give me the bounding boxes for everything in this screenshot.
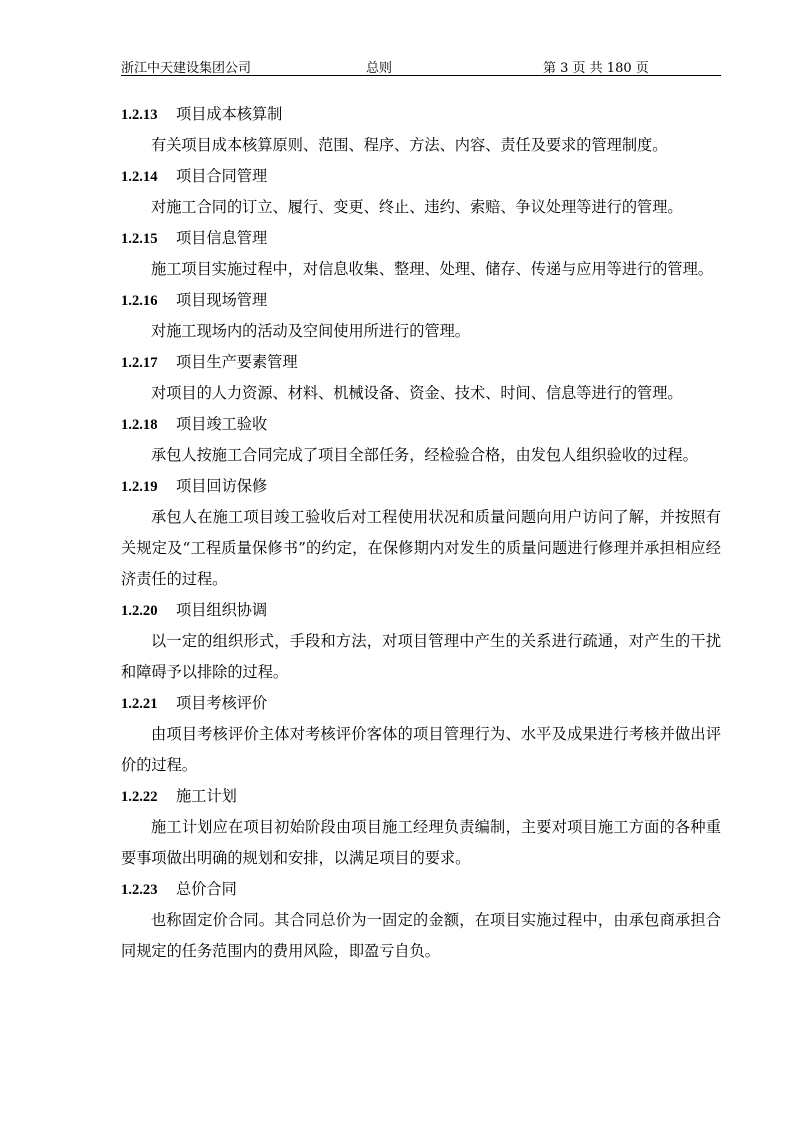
section-heading [121, 471, 721, 502]
section-title: 项目生产要素管理 [176, 353, 298, 371]
section-paragraph: 施工计划应在项目初始阶段由项目施工经理负责编制，主要对项目施工方面的各种重要事项做出明确的规划和安排，以满足项目的要求。 [121, 818, 721, 867]
header-chapter-title: 总则 [366, 61, 393, 76]
section-paragraph: 对施工合同的订立、履行、变更、终止、违约、索赔、争议处理等进行的管理。 [151, 198, 683, 216]
section-heading [121, 874, 721, 905]
section-heading [121, 409, 721, 440]
section-title: 项目成本核算制 [176, 105, 283, 123]
section-heading [121, 99, 721, 130]
section-1-2-19 [121, 471, 721, 595]
section-number: 1.2.15 [121, 231, 158, 247]
section-heading [121, 781, 721, 812]
section-title: 施工计划 [176, 787, 237, 805]
section-number: 1.2.20 [121, 603, 158, 619]
section-1-2-15 [121, 223, 721, 285]
section-number: 1.2.13 [121, 107, 158, 123]
section-paragraph: 以一定的组织形式，手段和方法，对项目管理中产生的关系进行疏通，对产生的干扰和障碍予以排除的过程。 [121, 632, 721, 681]
section-1-2-16 [121, 285, 721, 347]
section-title: 项目现场管理 [176, 291, 268, 309]
section-paragraph: 有关项目成本核算原则、范围、程序、方法、内容、责任及要求的管理制度。 [151, 136, 668, 154]
page-header [121, 57, 721, 76]
section-title: 项目合同管理 [176, 167, 268, 185]
section-number: 1.2.14 [121, 169, 158, 185]
section-1-2-20 [121, 595, 721, 688]
section-1-2-13 [121, 99, 721, 161]
section-1-2-17 [121, 347, 721, 409]
header-company-name: 浙江中天建设集团公司 [121, 61, 252, 76]
section-1-2-18 [121, 409, 721, 471]
section-paragraph: 由项目考核评价主体对考核评价客体的项目管理行为、水平及成果进行考核并做出评价的过程。 [121, 725, 721, 774]
section-1-2-22 [121, 781, 721, 874]
section-title: 总价合同 [176, 880, 237, 898]
section-title: 项目信息管理 [176, 229, 268, 247]
section-heading [121, 161, 721, 192]
section-paragraph: 也称固定价合同。其合同总价为一固定的金额，在项目实施过程中，由承包商承担合同规定的任务范围内的费用风险，即盈亏自负。 [121, 911, 721, 960]
section-1-2-23 [121, 874, 721, 967]
section-paragraph: 承包人在施工项目竣工验收后对工程使用状况和质量问题向用户访问了解，并按照有关规定及“工程质量保修书”的约定，在保修期内对发生的质量问题进行修理并承担相应经济责任的过程。 [121, 508, 721, 588]
section-title: 项目组织协调 [176, 601, 268, 619]
section-paragraph: 对项目的人力资源、材料、机械设备、资金、技术、时间、信息等进行的管理。 [151, 384, 683, 402]
section-title: 项目考核评价 [176, 694, 268, 712]
section-1-2-21 [121, 688, 721, 781]
section-heading [121, 347, 721, 378]
section-title: 项目回访保修 [176, 477, 268, 495]
header-page-info: 第 3 页 共 180 页 [543, 61, 649, 76]
section-number: 1.2.18 [121, 417, 158, 433]
section-title: 项目竣工验收 [176, 415, 268, 433]
section-number: 1.2.19 [121, 479, 158, 495]
section-heading [121, 285, 721, 316]
section-number: 1.2.21 [121, 696, 158, 712]
section-heading [121, 688, 721, 719]
section-heading [121, 595, 721, 626]
document-body [121, 99, 721, 967]
section-paragraph: 对施工现场内的活动及空间使用所进行的管理。 [151, 322, 470, 340]
section-number: 1.2.22 [121, 789, 158, 805]
section-number: 1.2.16 [121, 293, 158, 309]
section-heading [121, 223, 721, 254]
section-paragraph: 承包人按施工合同完成了项目全部任务，经检验合格，由发包人组织验收的过程。 [151, 446, 698, 464]
section-1-2-14 [121, 161, 721, 223]
section-number: 1.2.17 [121, 355, 158, 371]
section-paragraph: 施工项目实施过程中，对信息收集、整理、处理、储存、传递与应用等进行的管理。 [151, 260, 713, 278]
section-number: 1.2.23 [121, 882, 158, 898]
